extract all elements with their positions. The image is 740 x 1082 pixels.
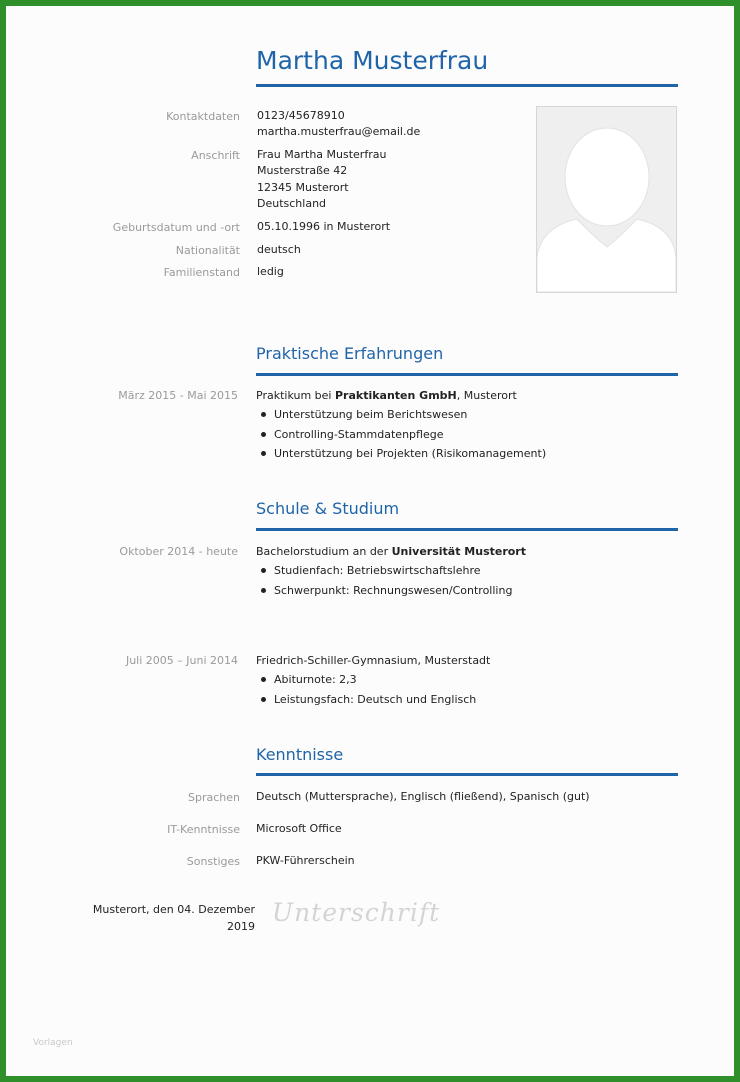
section-rule-education (256, 528, 678, 531)
footer-text: Vorlagen (33, 1038, 73, 1048)
bullet-item: Controlling-Stammdatenpflege (256, 425, 546, 445)
skills-label: Sprachen (188, 791, 240, 804)
skills-value: Microsoft Office (256, 822, 342, 835)
bullet-item: Abiturnote: 2,3 (256, 670, 476, 690)
cv-page (6, 6, 734, 1076)
address-line: Musterstraße 42 (257, 164, 348, 178)
entry-institution: Universität Musterort (391, 545, 526, 558)
education-bullets (256, 670, 476, 709)
section-title-experience: Praktische Erfahrungen (256, 344, 444, 363)
education-title: Friedrich-Schiller-Gymnasium, Musterstadt (256, 654, 491, 667)
address-line: 12345 Musterort (257, 180, 349, 194)
value-kontaktdaten (257, 108, 420, 141)
signature-place-date (66, 902, 255, 935)
section-title-skills: Kenntnisse (256, 745, 344, 764)
experience-date: März 2015 - Mai 2015 (118, 389, 238, 402)
experience-title (256, 389, 517, 403)
entry-company: Praktikanten GmbH (334, 389, 457, 402)
education-date: Juli 2005 – Juni 2014 (125, 654, 238, 667)
email-text: martha.musterfrau@email.de (257, 125, 421, 139)
bullet-item: Studienfach: Betriebswirtschaftslehre (256, 561, 512, 581)
skills-value: PKW-Führerschein (256, 854, 355, 867)
education-bullets (256, 561, 512, 600)
person-silhouette-icon (537, 107, 676, 292)
cv-name: Martha Musterfrau (256, 46, 489, 75)
bullet-item: Leistungsfach: Deutsch und Englisch (256, 690, 476, 710)
phone-text: 0123/45678910 (257, 109, 345, 122)
section-rule-skills (256, 773, 678, 776)
label-nationalitaet: Nationalität (175, 244, 240, 257)
photo-placeholder (536, 106, 677, 293)
name-rule (256, 84, 678, 87)
skills-label: IT-Kenntnisse (167, 823, 240, 836)
value-geburtsdatum: 05.10.1996 in Musterort (257, 220, 391, 233)
entry-text: Bachelorstudium an der (256, 545, 392, 558)
place-date-line: Musterort, den 04. Dezember (92, 903, 255, 916)
label-anschrift: Anschrift (191, 149, 240, 162)
education-date: Oktober 2014 - heute (119, 545, 238, 558)
label-geburtsdatum: Geburtsdatum und -ort (112, 221, 240, 234)
bullet-item: Unterstützung bei Projekten (Risikomanagement) (256, 444, 546, 464)
experience-bullets (256, 405, 546, 464)
education-title (256, 545, 526, 559)
value-anschrift (257, 147, 386, 212)
section-rule-experience (256, 373, 678, 376)
signature-placeholder: Unterschrift (272, 898, 441, 927)
label-familienstand: Familienstand (163, 266, 240, 279)
entry-text: , Musterort (456, 389, 517, 402)
place-date-line: 2019 (227, 919, 255, 933)
entry-text: Praktikum bei (256, 389, 335, 402)
bullet-item: Schwerpunkt: Rechnungswesen/Controlling (256, 581, 512, 601)
label-kontaktdaten: Kontaktdaten (166, 110, 240, 123)
skills-label: Sonstiges (186, 855, 240, 868)
bullet-item: Unterstützung beim Berichtswesen (256, 405, 546, 425)
value-nationalitaet: deutsch (257, 243, 301, 256)
section-title-education: Schule & Studium (256, 499, 400, 518)
address-line: Frau Martha Musterfrau (257, 148, 387, 161)
value-familienstand: ledig (257, 265, 284, 278)
address-line: Deutschland (257, 196, 327, 210)
skills-value: Deutsch (Muttersprache), Englisch (fließend), Spanisch (gut) (256, 790, 590, 803)
